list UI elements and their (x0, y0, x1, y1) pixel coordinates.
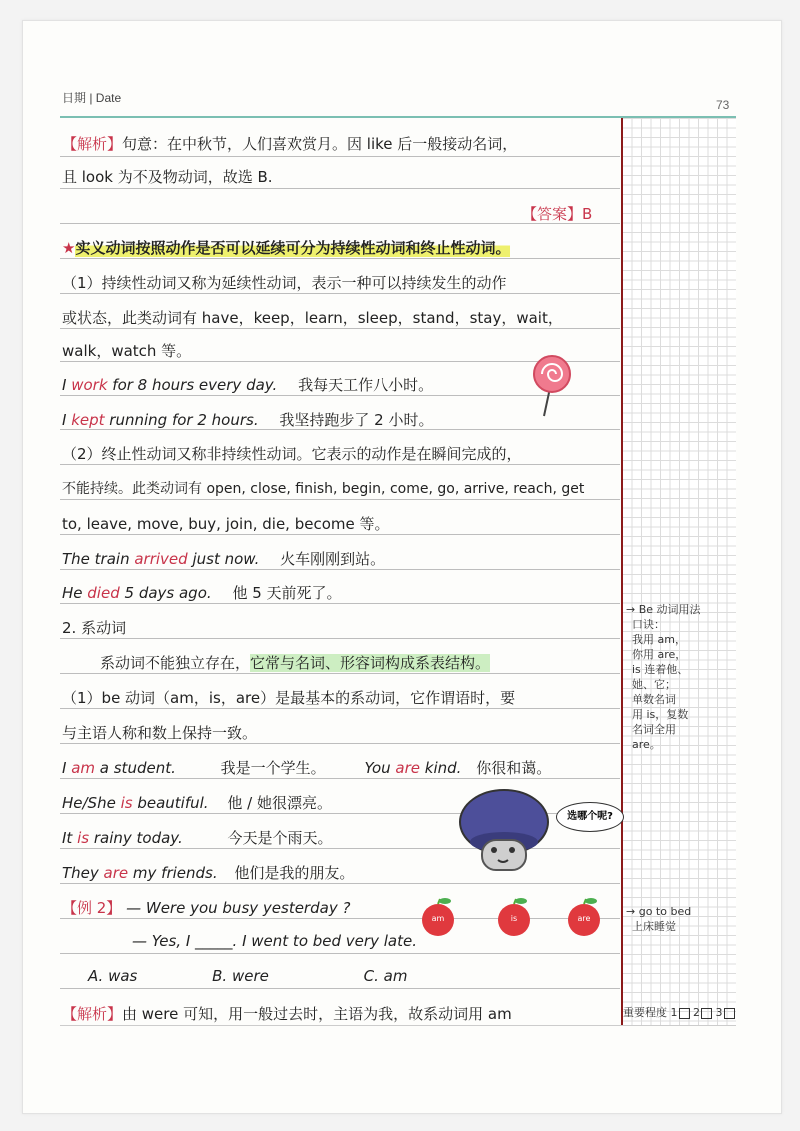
example-cn: 他 5 天前死了。 (232, 584, 342, 602)
example-cn: 火车刚刚到站。 (280, 550, 386, 568)
apple-label: am (431, 914, 445, 923)
ruled-line (60, 778, 620, 779)
checkbox-icon (701, 1008, 712, 1019)
ruled-line (60, 988, 620, 989)
checkbox-icon (724, 1008, 735, 1019)
importance-2: 2 (693, 1006, 700, 1019)
analysis-line-2: 且 look 为不及物动词，故选 B. (62, 168, 273, 186)
example-arrived (62, 548, 385, 569)
example-died (62, 582, 342, 603)
option-a: A. was (88, 967, 138, 985)
ruled-line (60, 328, 620, 329)
apple-label: is (510, 914, 518, 923)
example-2-text: — Were you busy yesterday ? (126, 899, 351, 917)
example-verb: am (71, 759, 96, 777)
example-cn: 我坚持跑步了 2 小时。 (279, 411, 434, 429)
analysis-2-line (62, 1003, 512, 1024)
example-en-text: I (62, 411, 72, 429)
verb-type-heading (62, 237, 510, 258)
side-note-line: is 连着他、 (632, 663, 689, 676)
terminative-line-2: 不能持续。此类动词有 open, close, finish, begin, come, go, arrive, reach, get (62, 481, 585, 497)
example-2-answer-line: — Yes, I _____. I went to bed very late. (132, 932, 417, 950)
durative-line-1: （1）持续性动词又称为延续性动词，表示一种可以持续发生的动作 (62, 274, 507, 292)
example-en-text: He/She (62, 794, 121, 812)
importance-1: 1 (670, 1006, 678, 1019)
side-note-line: 我用 am， (632, 633, 686, 646)
ruled-line (60, 188, 620, 189)
example-he-she (62, 792, 332, 813)
side-note-line: 名词全用 (632, 723, 676, 736)
checkbox-icon (679, 1008, 690, 1019)
speech-bubble: 选哪个呢? (556, 802, 624, 832)
ruled-line (60, 708, 620, 709)
example-cn: 今天是个雨天。 (227, 829, 333, 847)
page-number: 73 (716, 98, 730, 112)
analysis-label: 【解析】 (62, 1005, 123, 1023)
side-note-line: → go to bed (626, 905, 692, 918)
example-en-text: He (62, 584, 88, 602)
analysis-line-1 (62, 133, 517, 154)
example-verb: are (395, 759, 420, 777)
example-verb: work (71, 376, 108, 394)
example-en-text: rainy today. (89, 829, 183, 847)
example-en-text: running for 2 hours. (104, 411, 259, 429)
durative-line-2: 或状态，此类动词有 have，keep，learn，sleep，stand，stay，wait， (62, 309, 563, 327)
ruled-line (60, 638, 620, 639)
mushroom-mascot-icon (452, 786, 562, 884)
example-kept (62, 409, 433, 430)
option-b: B. were (212, 967, 269, 985)
example-en-text: beautiful. (132, 794, 209, 812)
be-verb-line-1: （1）be 动词（am，is，are）是最基本的系动词，它作谓语时，要 (62, 689, 516, 707)
example-they (62, 862, 354, 883)
ruled-line (60, 499, 620, 500)
ruled-line (60, 603, 620, 604)
ruled-line (60, 743, 620, 744)
ruled-line (60, 464, 620, 465)
example-verb: are (103, 864, 129, 882)
example-2-options (88, 967, 407, 985)
example-en-text: my friends. (128, 864, 218, 882)
side-note-go-to-bed (626, 904, 691, 934)
ruled-line (60, 293, 620, 294)
example-en-text: 5 days ago. (119, 584, 212, 602)
linking-verb-desc (100, 652, 490, 673)
date-label: 日期 | Date (62, 91, 122, 105)
side-note-line: 用 is，复数 (632, 708, 689, 721)
linking-verb-heading: 2. 系动词 (62, 619, 127, 637)
example-verb: arrived (134, 550, 188, 568)
star-icon: ★ (62, 239, 76, 257)
example-en-text: kind. (420, 759, 462, 777)
example-it (62, 827, 333, 848)
example-cn: 他们是我的朋友。 (234, 864, 355, 882)
linking-verb-desc-text: 系动词不能独立存在， (100, 654, 251, 672)
example-en-text: They (62, 864, 104, 882)
lollipop-icon (522, 352, 578, 422)
side-note-line: 口诀： (632, 618, 665, 631)
example-am-are (62, 757, 551, 778)
example-en-text: You (364, 759, 396, 777)
example-cn: 你很和蔼。 (476, 759, 552, 777)
analysis-label: 【解析】 (62, 135, 123, 153)
importance-rating (623, 1004, 735, 1020)
analysis-text: 句意：在中秋节，人们喜欢赏月。因 like 后一般接动名词， (122, 135, 518, 153)
side-note-be-verb (626, 602, 701, 752)
side-note-line: 她、它； (632, 678, 676, 691)
example-cn: 他 / 她很漂亮。 (227, 794, 332, 812)
verb-type-heading-text: 实义动词按照动作是否可以延续可分为持续性动词和终止性动词。 (75, 239, 511, 257)
side-note-line: are。 (632, 738, 661, 751)
ruled-line (60, 953, 620, 954)
example-2-label: 【例 2】 (62, 899, 122, 917)
ruled-line (60, 534, 620, 535)
example-cn: 我是一个学生。 (220, 759, 326, 777)
ruled-line (60, 673, 620, 674)
side-grid (622, 118, 736, 1026)
example-en-text: It (62, 829, 78, 847)
durative-line-3: walk，watch 等。 (62, 342, 192, 360)
margin-line (621, 118, 623, 1026)
ruled-line (60, 156, 620, 157)
importance-label: 重要程度 (623, 1006, 667, 1019)
terminative-line-1: （2）终止性动词又称非持续性动词。它表示的动作是在瞬间完成的， (62, 445, 522, 463)
be-verb-line-2: 与主语人称和数上保持一致。 (62, 724, 258, 742)
side-note-line: → Be 动词用法 (626, 603, 701, 616)
example-en-text: I (62, 759, 72, 777)
footer-rule (60, 1025, 736, 1026)
example-work (62, 374, 433, 395)
example-en-text: The train (62, 550, 135, 568)
example-verb: is (120, 794, 133, 812)
linking-verb-highlight: 它常与名词、形容词构成系表结构。 (250, 654, 491, 672)
terminative-line-3: to, leave, move, buy, join, die, become 等。 (62, 515, 390, 533)
example-en-text: for 8 hours every day. (107, 376, 278, 394)
example-en-text: I (62, 376, 72, 394)
analysis-text: 由 were 可知，用一般过去时，主语为我，故系动词用 am (122, 1005, 512, 1023)
importance-3: 3 (715, 1006, 723, 1019)
ruled-line (60, 569, 620, 570)
side-note-line: 单数名词 (632, 693, 676, 706)
example-en-text: just now. (187, 550, 260, 568)
answer-line: 【答案】B (522, 205, 593, 223)
apple-label: are (577, 914, 591, 923)
option-c: C. am (363, 967, 408, 985)
example-verb: kept (71, 411, 105, 429)
side-note-line: 上床睡觉 (632, 920, 676, 933)
example-verb: is (77, 829, 90, 847)
side-note-line: 你用 are， (632, 648, 687, 661)
ruled-line (60, 258, 620, 259)
example-verb: died (87, 584, 120, 602)
example-cn: 我每天工作八小时。 (298, 376, 434, 394)
example-2-question (62, 897, 350, 918)
example-en-text: a student. (95, 759, 176, 777)
